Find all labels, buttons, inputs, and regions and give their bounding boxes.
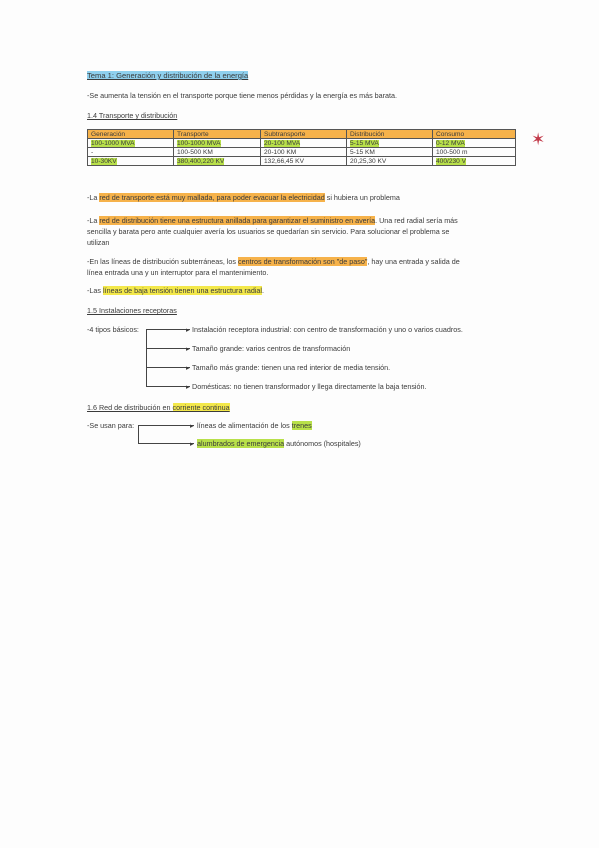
table-header-cell: Subtransporte (261, 130, 347, 139)
table-cell: 0-12 MVA (436, 139, 465, 147)
p3-pre: -En las líneas de distribución subterráneas, los (87, 257, 239, 266)
uso-highlight: trenes (291, 421, 312, 430)
p1-post: si hubiera un problema (324, 193, 400, 202)
paragraph-transporte (87, 193, 400, 202)
title-text: Tema 1: Generación y distribución de la energía (87, 71, 249, 80)
p4-highlight: líneas de baja tensión tienen una estructura radial (102, 286, 263, 295)
p1-pre: -La (87, 193, 100, 202)
section-1-5-heading: 1.5 Instalaciones receptoras (87, 306, 177, 315)
table-cell: 132,66,45 KV (261, 157, 347, 166)
table-cell: 20,25,30 KV (347, 157, 433, 166)
p3-highlight: centros de transformación son "de paso" (238, 257, 368, 266)
arrow-right-icon: ▸ (186, 325, 190, 334)
table-cell: 400/230 V (436, 157, 467, 165)
table-header-cell: Consumo (433, 130, 516, 139)
transport-table (87, 129, 516, 166)
arrow-right-icon: ▸ (186, 344, 190, 353)
table-cell: 380,400,220 KV (177, 157, 225, 165)
paragraph-subterraneas-line2: línea entrada una y un interruptor para el mantenimiento. (87, 268, 269, 277)
section-1-6-highlight: corriente continua (172, 403, 230, 412)
table-cell: 100-500 m (433, 148, 516, 157)
table-cell: 5-15 MVA (350, 139, 379, 147)
section-1-4-heading: 1.4 Transporte y distribución (87, 111, 178, 120)
diagram-connector (146, 386, 190, 387)
paragraph-distribucion (87, 216, 458, 225)
table-header-row (88, 130, 516, 139)
uso-highlight: alumbrados de emergencia (197, 439, 285, 448)
p3-post: , hay una entrada y salida de (367, 257, 460, 266)
p2-highlight: red de distribución tiene una estructura anillada para garantizar el suministro en avería (99, 216, 376, 225)
p4-post: . (262, 286, 265, 295)
table-row (88, 139, 516, 148)
diagram-connector (146, 329, 147, 387)
table-row (88, 148, 516, 157)
table-header-cell: Distribución (347, 130, 433, 139)
diagram-connector (138, 425, 194, 426)
usos-label: -Se usan para: (87, 421, 135, 430)
p2-post: . Una red radial sería más (375, 216, 458, 225)
uso-pre: líneas de alimentación de los (197, 421, 292, 430)
table-header-cell: Transporte (174, 130, 261, 139)
p2-pre: -La (87, 216, 100, 225)
diagram-connector (146, 329, 190, 330)
diagram-connector (138, 443, 194, 444)
diagram-connector (146, 367, 190, 368)
diagram-connector (138, 425, 139, 443)
arrow-right-icon: ▸ (190, 439, 194, 448)
page-title (87, 71, 248, 80)
table-cell: 100-1000 MVA (91, 139, 135, 147)
arrow-right-icon: ▸ (190, 421, 194, 430)
p1-highlight: red de transporte está muy mallada, para poder evacuar la electricidad (99, 193, 325, 202)
intro-text: -Se aumenta la tensión en el transporte porque tiene menos pérdidas y la energía es más barata. (87, 91, 398, 100)
uso-post: autónomos (hospitales) (284, 439, 361, 448)
tipos-label: -4 tipos básicos: (87, 325, 139, 334)
tipo-item: Domésticas: no tienen transformador y llega directamente la baja tensión. (192, 382, 427, 391)
tipo-item: Instalación receptora industrial: con centro de transformación y uno o varios cuadros. (192, 325, 463, 334)
table-cell: 5-15 KM (347, 148, 433, 157)
star-mark-icon: ✶ (531, 130, 546, 149)
section-1-6-pre: 1.6 Red de distribución en (87, 403, 173, 412)
arrow-right-icon: ▸ (186, 382, 190, 391)
table-cell: 100-1000 MVA (177, 139, 221, 147)
paragraph-distribucion-line2: sencilla y barata pero ante cualquier avería los usuarios se quedarían sin servicio. Para solucionar el problema se (87, 227, 450, 236)
paragraph-distribucion-line3: utilizan (87, 238, 110, 247)
uso-item (197, 439, 361, 448)
tipo-item: Tamaño más grande: tienen una red interior de media tensión. (192, 363, 391, 372)
table-row (88, 157, 516, 166)
table-header-cell: Generación (88, 130, 174, 139)
paragraph-baja-tension (87, 286, 264, 295)
tipo-item: Tamaño grande: varios centros de transformación (192, 344, 351, 353)
table-cell: 100-500 KM (174, 148, 261, 157)
paragraph-subterraneas (87, 257, 460, 266)
table-cell: 20-100 KM (261, 148, 347, 157)
arrow-right-icon: ▸ (186, 363, 190, 372)
p4-pre: -Las (87, 286, 103, 295)
section-1-6-heading (87, 403, 230, 412)
table-cell: 10-30KV (91, 157, 117, 165)
table-cell: - (88, 148, 174, 157)
uso-item (197, 421, 312, 430)
table-cell: 20-100 MVA (264, 139, 301, 147)
diagram-connector (146, 348, 190, 349)
